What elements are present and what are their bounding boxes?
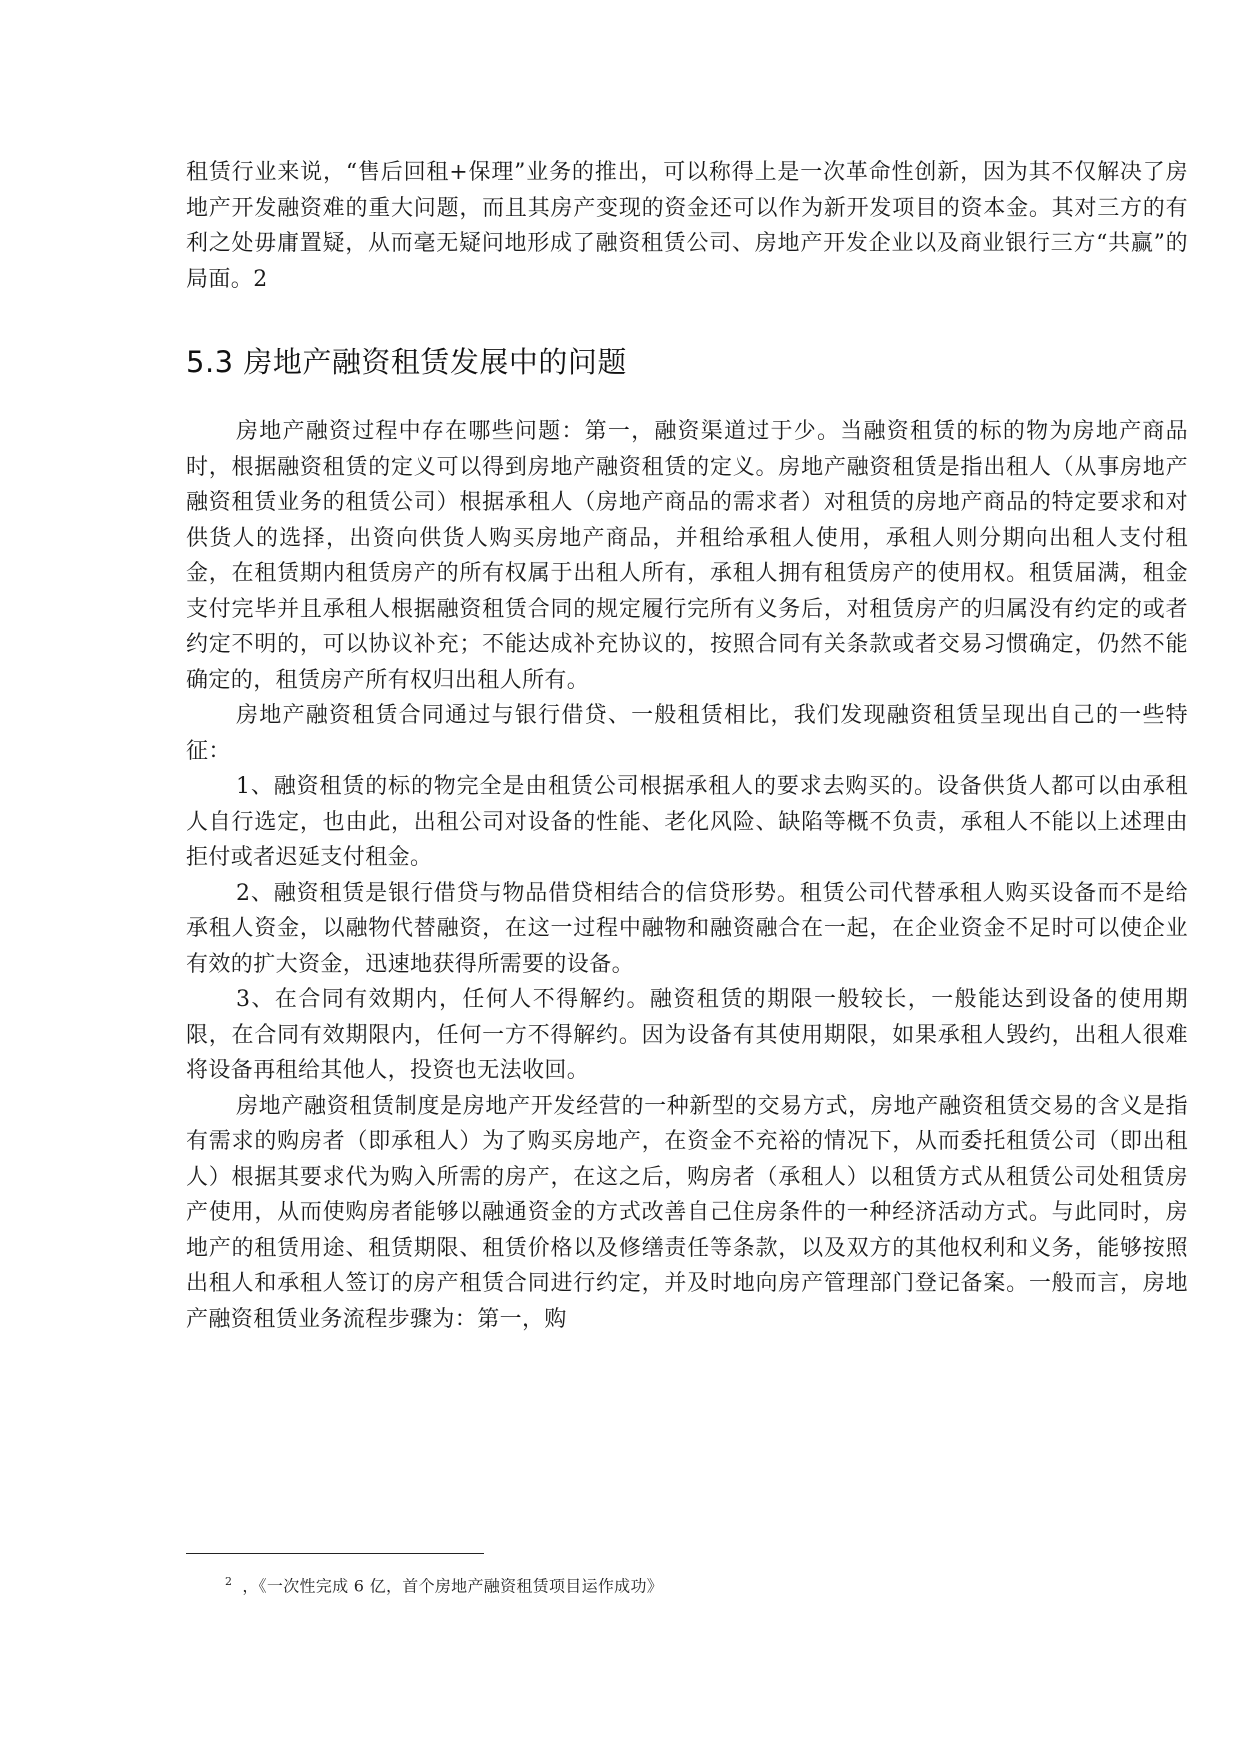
paragraph-text: 租赁行业来说，“售后回租+保理”业务的推出，可以称得上是一次革命性创新，因为其不仅解决了房地产开发融资难的重大问题，而且其房产变现的资金还可以作为新开发项目的资本金。其对三方的有利之处毋庸置疑，从而毫无疑问地形成了融资租赁公司、房地产开发企业以及商业银行三方“共赢”的局面。2 <box>186 160 1188 292</box>
list-item: 1、融资租赁的标的物完全是由租赁公司根据承租人的要求去购买的。设备供货人都可以由承租人自行选定，也由此，出租公司对设备的性能、老化风险、缺陷等概不负责，承租人不能以上述理由拒付或者迟延支付租金。 <box>186 774 1188 870</box>
section-heading: 5.3 房地产融资租赁发展中的问题 <box>186 345 627 379</box>
footnote <box>225 1571 663 1597</box>
paragraph: 房地产融资过程中存在哪些问题：第一，融资渠道过于少。当融资租赁的标的物为房地产商品时，根据融资租赁的定义可以得到房地产融资租赁的定义。房地产融资租赁是指出租人（从事房地产融资租赁业务的租赁公司）根据承租人（房地产商品的需求者）对租赁的房地产商品的特定要求和对供货人的选择，出资向供货人购买房地产商品，并租给承租人使用，承租人则分期向出租人支付租金，在租赁期内租赁房产的所有权属于出租人所有，承租人拥有租赁房产的使用权。租赁届满，租金支付完毕并且承租人根据融资租赁合同的规定履行完所有义务后，对租赁房产的归属没有约定的或者约定不明的，可以协议补充；不能达成补充协议的，按照合同有关条款或者交易习惯确定，仍然不能确定的，租赁房产所有权归出租人所有。 <box>186 419 1188 693</box>
footnote-divider <box>186 1553 484 1554</box>
footnote-marker: 2 <box>225 1575 233 1588</box>
footnote-text: ，《一次性完成 6 亿，首个房地产融资租赁项目运作成功》 <box>242 1576 664 1596</box>
list-item: 3、在合同有效期内，任何人不得解约。融资租赁的期限一般较长，一般能达到设备的使用期限，在合同有效期限内，任何一方不得解约。因为设备有其使用期限，如果承租人毁约，出租人很难将设备再租给其他人，投资也无法收回。 <box>186 987 1188 1083</box>
list-item: 2、融资租赁是银行借贷与物品借贷相结合的信贷形势。租赁公司代替承租人购买设备而不是给承租人资金，以融物代替融资，在这一过程中融物和融资融合在一起，在企业资金不足时可以使企业有效的扩大资金，迅速地获得所需要的设备。 <box>186 880 1188 977</box>
continued-paragraph <box>186 155 1188 297</box>
paragraph: 房地产融资租赁制度是房地产开发经营的一种新型的交易方式，房地产融资租赁交易的含义是指有需求的购房者（即承租人）为了购买房地产，在资金不充裕的情况下，从而委托租赁公司（即出租人）根据其要求代为购入所需的房产，在这之后，购房者（承租人）以租赁方式从租赁公司处租赁房产使用，从而使购房者能够以融通资金的方式改善自己住房条件的一种经济活动方式。与此同时，房地产的租赁用途、租赁期限、租赁价格以及修缮责任等条款，以及双方的其他权利和义务，能够按照出租人和承租人签订的房产租赁合同进行约定，并及时地向房产管理部门登记备案。一般而言，房地产融资租赁业务流程步骤为：第一，购 <box>186 1093 1188 1332</box>
section-body <box>186 414 1188 1337</box>
paragraph: 房地产融资租赁合同通过与银行借贷、一般租赁相比，我们发现融资租赁呈现出自己的一些特征： <box>186 703 1188 764</box>
